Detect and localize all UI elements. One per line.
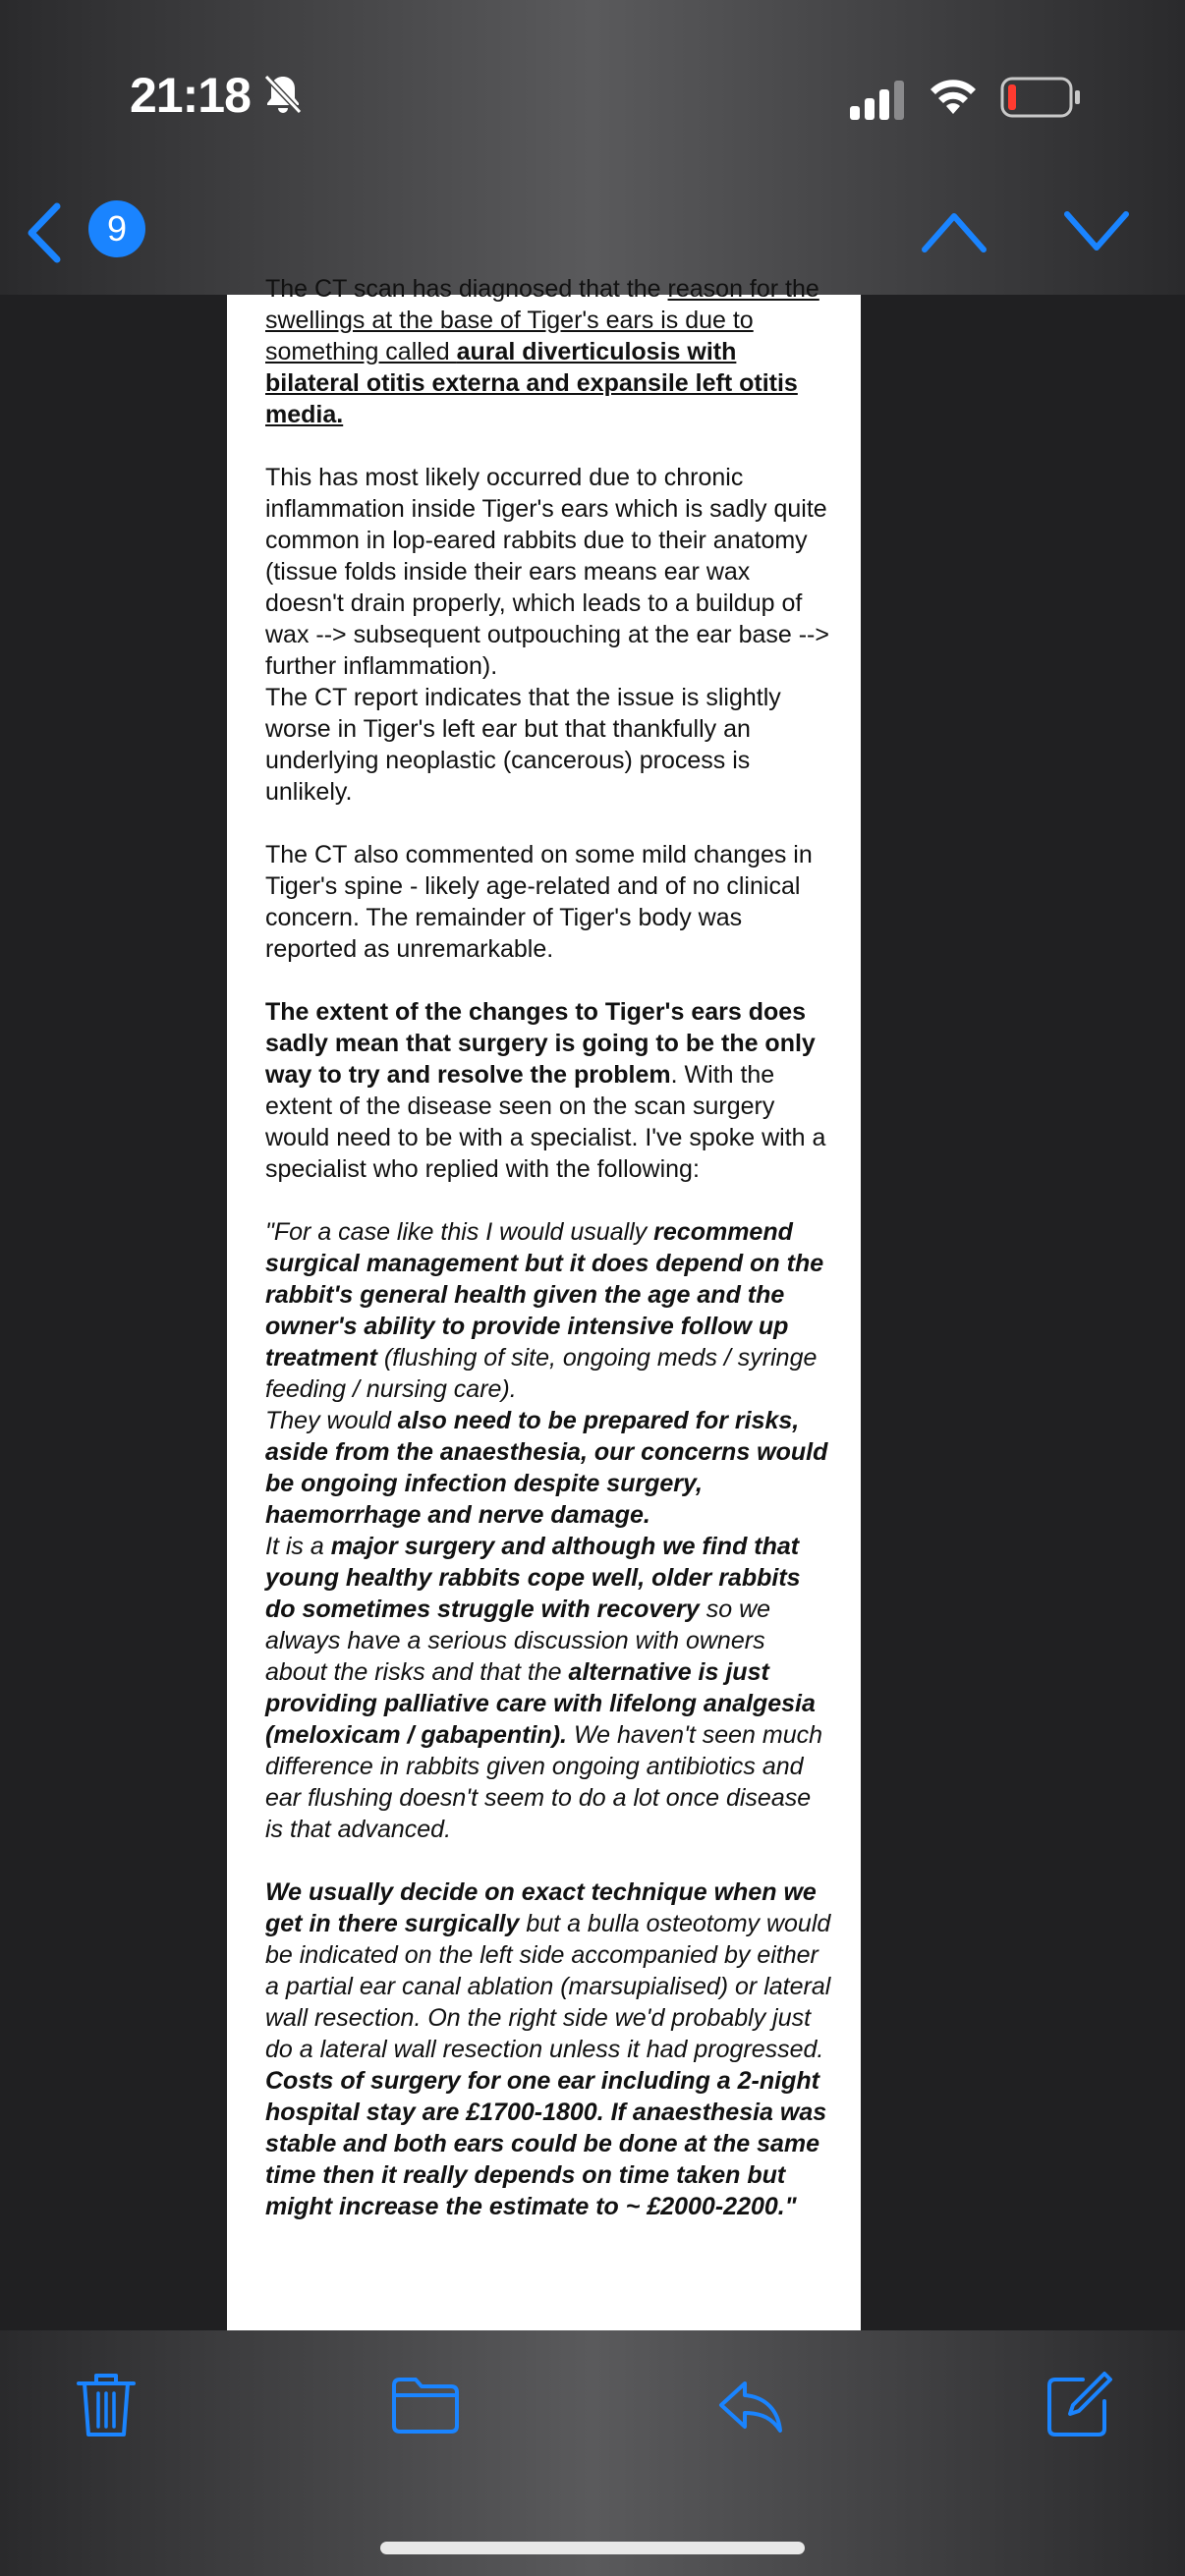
email-page (227, 275, 861, 2330)
bold-text: The extent of the changes to Tiger's ears does sadly mean that surgery is going to be the only way to try and resolve the problem (265, 998, 816, 1089)
paragraph-spine: The CT also commented on some mild changes in Tiger's spine - likely age-related and of no clinical concern. The remainder of Tiger's body was reported as unremarkable. (265, 841, 813, 963)
top-bar (0, 0, 1185, 295)
status-time: 21:18 (130, 68, 251, 123)
bottom-toolbar (0, 2330, 1185, 2576)
chevron-up-icon[interactable] (919, 204, 989, 259)
status-bar (0, 59, 1185, 138)
email-body-viewport[interactable] (0, 275, 1185, 2330)
compose-icon[interactable] (1044, 2370, 1114, 2440)
text-span: The CT scan has diagnosed that the (265, 275, 668, 303)
underlined-text: reason for the swellings at the base of Tiger's ears is due to something called (265, 275, 819, 365)
text-span: We haven't seen much difference in rabbits given ongoing antibiotics and ear flushing doesn't seem to do a lot once disease is that advanced. (265, 1721, 823, 1843)
trash-icon[interactable] (71, 2370, 141, 2440)
bold-text: recommend surgical management but it does depend on the rabbit's general health given the age and the owner's ability to provide intensive follow up treatment (265, 1218, 824, 1372)
diagnosis-text: aural diverticulosis with bilateral otitis externa and expansile left otitis media. (265, 338, 798, 428)
text-span: "For a case like this I would usually (265, 1218, 654, 1246)
bold-text: major surgery and although we find that young healthy rabbits cope well, older rabbits do sometimes struggle with recovery (265, 1533, 801, 1623)
text-span: but a bulla osteotomy would be indicated on the left side accompanied by either a partial ear canal ablation (marsupialised) or lateral wall resection. On the right side we'd probably just do a lateral wall resection unless it had progressed. (265, 1910, 831, 2063)
costs-text: Costs of surgery for one ear including a 2-night hospital stay are £1700-1800. If anaesthesia was stable and both ears could be done at the same time then it really depends on time taken but might increase the estimate to ~ £2000-2200." (265, 2067, 827, 2220)
unread-count-badge[interactable]: 9 (88, 200, 145, 257)
reply-icon[interactable] (715, 2370, 786, 2440)
quote-paragraph-2 (265, 1405, 833, 1531)
wifi-icon (928, 75, 979, 118)
text-span: so we always have a serious discussion with owners about the risks and that the (265, 1596, 771, 1686)
bold-text: also need to be prepared for risks, aside from the anaesthesia, our concerns would be ongoing infection despite surgery, haemorrhage and nerve damage. (265, 1407, 828, 1529)
bold-text: We usually decide on exact technique when we get in there surgically (265, 1878, 817, 1937)
chevron-left-icon[interactable] (22, 200, 69, 265)
cellular-signal-icon (850, 81, 905, 120)
paragraph-ct-diagnosis (265, 273, 833, 430)
folder-icon[interactable] (390, 2370, 461, 2440)
nav-row (0, 196, 1185, 275)
bold-text: alternative is just providing palliative care with lifelong analgesia (meloxicam / gabapentin). (265, 1658, 816, 1749)
text-span: It is a (265, 1533, 331, 1560)
paragraph-cause: This has most likely occurred due to chronic inflammation inside Tiger's ears which is sadly quite common in lop-eared rabbits due to their anatomy (tissue folds inside their ears means ear wax doesn't drain properly, which leads to a buildup of wax --> subsequent outpouching at the ear base --> further inflammation). (265, 464, 829, 680)
bell-slash-icon (260, 71, 306, 116)
quote-paragraph-4 (265, 1876, 833, 2222)
paragraph-ct-report: The CT report indicates that the issue is slightly worse in Tiger's left ear but that thankfully an underlying neoplastic (cancerous) process is unlikely. (265, 684, 781, 806)
quote-paragraph-3 (265, 1531, 833, 1845)
email-text (265, 273, 833, 2254)
paragraph-surgery (265, 996, 833, 1185)
chevron-down-icon[interactable] (1061, 204, 1132, 259)
text-span: They would (265, 1407, 398, 1434)
text-span: (flushing of site, ongoing meds / syringe feeding / nursing care). (265, 1344, 818, 1403)
home-indicator[interactable] (380, 2542, 805, 2554)
quote-paragraph-1 (265, 1216, 833, 1405)
text-span: . With the extent of the disease seen on the scan surgery would need to be with a specialist. I've spoke with a specialist who replied with the following: (265, 1061, 826, 1183)
battery-low-icon (1000, 77, 1081, 118)
